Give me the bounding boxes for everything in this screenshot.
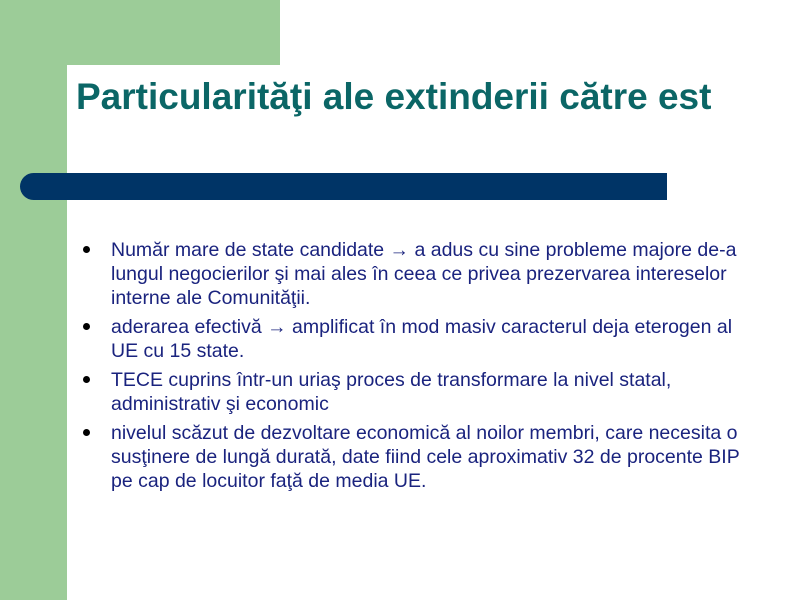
list-item (80, 421, 740, 493)
bullet-text: Număr mare de state candidate → a adus cu sine probleme majore de-a lungul negocierilor şi mai ales în ceea ce privea prezervarea intereselor interne ale Comunităţii. (111, 239, 737, 309)
slide-title: Particularităţi ale extinderii către est (76, 76, 712, 117)
bullet-text: TECE cuprins într-un uriaş proces de transformare la nivel statal, administrativ şi economic (111, 369, 672, 415)
list-item (80, 368, 740, 416)
bullet-text: nivelul scăzut de dezvoltare economică al noilor membri, care necesita o susţinere de lungă durată, date fiind cele aproximativ 32 de procente BIP pe cap de locuitor faţă de media UE. (111, 422, 740, 492)
list-item (80, 238, 740, 310)
bullet-dot-icon (83, 246, 90, 253)
bullet-dot-icon (83, 376, 90, 383)
bullet-dot-icon (83, 323, 90, 330)
bullet-text: aderarea efectivă → amplificat în mod masiv caracterul deja eterogen al UE cu 15 state. (111, 316, 733, 362)
bullet-list (80, 238, 740, 498)
top-green-band (0, 0, 280, 65)
left-green-band (0, 0, 67, 600)
title-underline-bar (20, 173, 667, 200)
bullet-dot-icon (83, 429, 90, 436)
list-item (80, 315, 740, 363)
